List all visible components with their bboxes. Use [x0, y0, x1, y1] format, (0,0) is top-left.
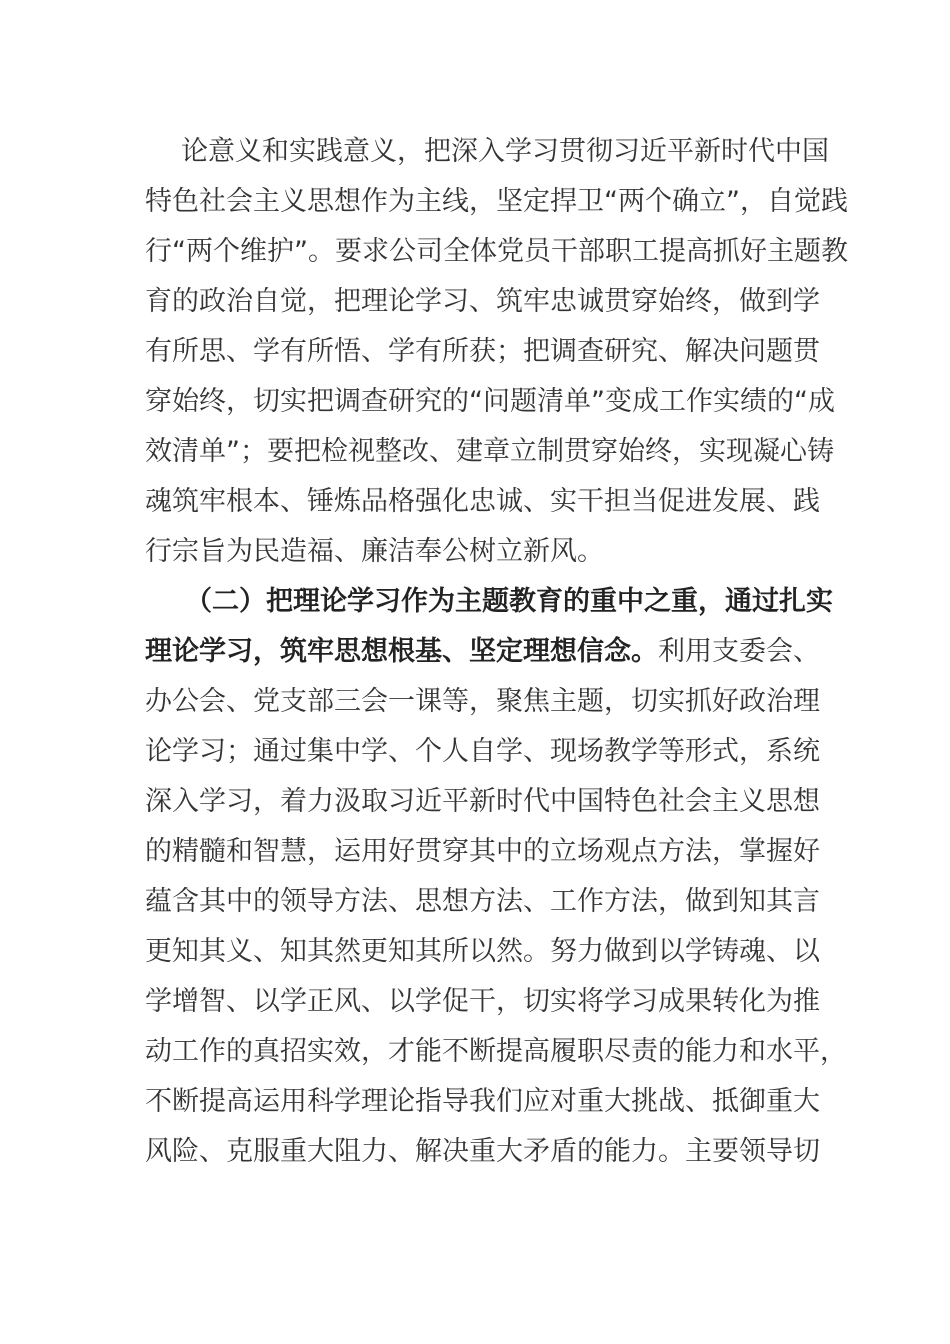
- paragraph-2: [145, 577, 847, 1177]
- text-line: 学增智、以学正风、以学促干，切实将学习成果转化为推: [145, 986, 820, 1017]
- text-line: 论学习；通过集中学、个人自学、现场教学等形式，系统: [145, 736, 820, 767]
- text-line: 更知其义、知其然更知其所以然。努力做到以学铸魂、以: [145, 936, 820, 967]
- text-line: 论意义和实践意义，把深入学习贯彻习近平新时代中国: [181, 136, 829, 167]
- text-line: 魂筑牢根本、锤炼品格强化忠诚、实干担当促进发展、践: [145, 486, 820, 517]
- text-line: 的精髓和智慧，运用好贯穿其中的立场观点方法，掌握好: [145, 836, 820, 867]
- text-span: 利用支委会、: [658, 636, 820, 667]
- text-line: 风险、克服重大阻力、解决重大矛盾的能力。主要领导切: [145, 1136, 820, 1167]
- text-line: 行宗旨为民造福、廉洁奉公树立新风。: [145, 536, 604, 567]
- text-line: 有所思、学有所悟、学有所获；把调查研究、解决问题贯: [145, 336, 820, 367]
- section-heading-line: （二）把理论学习作为主题教育的重中之重，通过扎实: [185, 586, 833, 617]
- text-line: 蕴含其中的领导方法、思想方法、工作方法，做到知其言: [145, 886, 820, 917]
- text-line: 育的政治自觉，把理论学习、筑牢忠诚贯穿始终，做到学: [145, 286, 820, 317]
- text-line: 效清单”；要把检视整改、建章立制贯穿始终，实现凝心铸: [145, 436, 834, 467]
- document-page: [145, 127, 848, 1177]
- text-line: 穿始终，切实把调查研究的“问题清单”变成工作实绩的“成: [145, 386, 835, 417]
- text-line: 办公会、党支部三会一课等，聚焦主题，切实抓好政治理: [145, 686, 820, 717]
- text-line: 行“两个维护”。要求公司全体党员干部职工提高抓好主题教: [145, 236, 848, 267]
- paragraph-1: [145, 127, 848, 577]
- text-line: 特色社会主义思想作为主线，坚定捍卫“两个确立”，自觉践: [145, 186, 848, 217]
- text-line: 深入学习，着力汲取习近平新时代中国特色社会主义思想: [145, 786, 820, 817]
- section-heading-end: 理论学习，筑牢思想根基、坚定理想信念。: [145, 636, 658, 667]
- text-line: 不断提高运用科学理论指导我们应对重大挑战、抵御重大: [145, 1086, 820, 1117]
- text-line: 动工作的真招实效，才能不断提高履职尽责的能力和水平，: [145, 1036, 847, 1067]
- text-line: [145, 627, 820, 677]
